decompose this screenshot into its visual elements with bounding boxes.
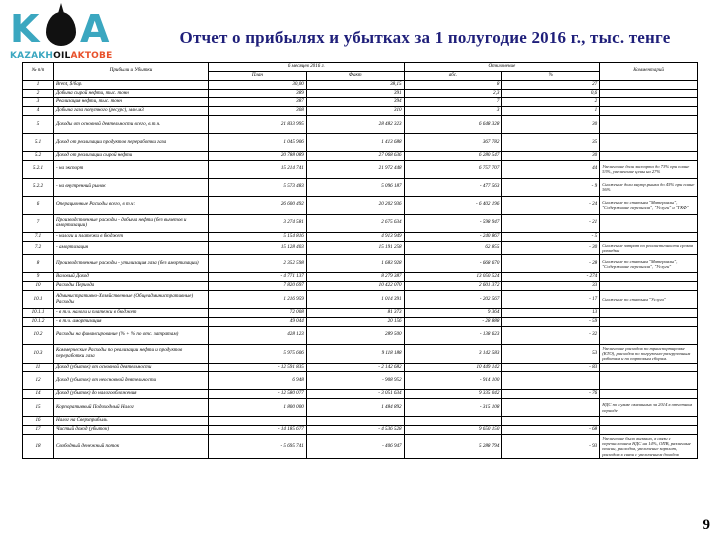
row-fact: 310 xyxy=(306,107,404,116)
row-fact: 2 675 634 xyxy=(306,214,404,232)
row-fact: 5 096 187 xyxy=(306,178,404,196)
row-number: 1 xyxy=(23,80,54,89)
header-no: № п/п xyxy=(23,63,54,81)
row-pct: - 76 xyxy=(502,390,600,399)
row-label: Добыча сырой нефти, тыс. тонн xyxy=(54,89,209,98)
row-number: 10.1 xyxy=(23,291,54,309)
row-comment xyxy=(600,273,698,282)
row-fact: - 3 051 634 xyxy=(306,390,404,399)
row-plan: 389 xyxy=(209,89,307,98)
row-abs: 5 288 794 xyxy=(404,434,502,458)
row-label: Производственные расходы - добыча нефти (без вычетов и амортизации) xyxy=(54,214,209,232)
row-abs: - 240 867 xyxy=(404,232,502,241)
row-fact: - 908 952 xyxy=(306,372,404,390)
row-plan: 1 800 000 xyxy=(209,399,307,417)
row-fact: 289 500 xyxy=(306,326,404,344)
row-number: 10.1.1 xyxy=(23,309,54,318)
row-label: Расходы на финансирование (% + % по отс. затратам) xyxy=(54,326,209,344)
row-number: 8 xyxy=(23,255,54,273)
row-pct: 1 xyxy=(502,107,600,116)
row-label: Реализация нефти, тыс. тонн xyxy=(54,98,209,107)
row-plan xyxy=(209,417,307,426)
row-plan: - 5 695 741 xyxy=(209,434,307,458)
row-plan: 5 975 606 xyxy=(209,344,307,363)
row-plan: - 4 771 137 xyxy=(209,273,307,282)
row-pct: - 28 xyxy=(502,255,600,273)
row-fact: 20 156 xyxy=(306,317,404,326)
row-pct: 2 xyxy=(502,98,600,107)
profit-loss-table xyxy=(22,62,698,459)
row-plan: 6 948 xyxy=(209,372,307,390)
row-abs: 2 601 372 xyxy=(404,282,502,291)
row-comment xyxy=(600,116,698,134)
row-number: 5.2.2 xyxy=(23,178,54,196)
row-pct xyxy=(502,417,600,426)
row-label: Свободный денежный поток xyxy=(54,434,209,458)
row-fact: - 406 947 xyxy=(306,434,404,458)
row-fact: 391 xyxy=(306,89,404,98)
header-abs: абс. xyxy=(404,71,502,80)
row-label: - на экспорт xyxy=(54,160,209,178)
table-row xyxy=(23,255,698,273)
row-abs: 2,3 xyxy=(404,89,502,98)
row-plan: 387 xyxy=(209,98,307,107)
row-pct: 44 xyxy=(502,160,600,178)
page-title: Отчет о прибылях и убытках за 1 полугодие 2016 г., тыс. тенге xyxy=(179,28,671,47)
row-pct: 53 xyxy=(502,344,600,363)
table-header-row-1 xyxy=(23,63,698,72)
row-label: Административно-Хозяйственные (Общеадминистративные) Расходы xyxy=(54,291,209,309)
table-row xyxy=(23,326,698,344)
row-plan: 72 008 xyxy=(209,309,307,318)
row-number: 4 xyxy=(23,107,54,116)
row-label: Чистый доход (убыток) xyxy=(54,426,209,435)
table-row xyxy=(23,344,698,363)
row-plan: 21 833 995 xyxy=(209,116,307,134)
row-pct: 27 xyxy=(502,80,600,89)
row-plan: 2 352 598 xyxy=(209,255,307,273)
row-abs: - 315 108 xyxy=(404,399,502,417)
row-plan: 5 154 816 xyxy=(209,232,307,241)
row-number: 10.2 xyxy=(23,326,54,344)
row-abs: 13 050 524 xyxy=(404,273,502,282)
row-pct xyxy=(502,399,600,417)
row-pct: 33 xyxy=(502,282,600,291)
table-row xyxy=(23,317,698,326)
row-abs: - 202 567 xyxy=(404,291,502,309)
row-comment xyxy=(600,282,698,291)
logo-sub-kazakh: KAZAKH xyxy=(10,51,54,61)
row-plan: 7 820 697 xyxy=(209,282,307,291)
row-abs: 8 xyxy=(404,80,502,89)
row-comment xyxy=(600,417,698,426)
company-logo xyxy=(10,7,132,62)
row-comment: Снижение затрат по реалистичности сроков разведки xyxy=(600,241,698,255)
row-number: 2 xyxy=(23,89,54,98)
row-plan: 15 214 741 xyxy=(209,160,307,178)
row-number: 14 xyxy=(23,390,54,399)
row-pct: - 68 xyxy=(502,426,600,435)
header-comment: Комментарий xyxy=(600,63,698,81)
row-number: 6 xyxy=(23,196,54,214)
header-fact: Факт xyxy=(306,71,404,80)
table-row xyxy=(23,291,698,309)
row-label: Добыча газа попутного (ресурс), млн.м3 xyxy=(54,107,209,116)
row-abs: - 138 623 xyxy=(404,326,502,344)
row-abs xyxy=(404,417,502,426)
logo-wordmark xyxy=(10,7,132,51)
row-number: 18 xyxy=(23,434,54,458)
row-label: Производственные расходы - утилизация газа (без амортизации) xyxy=(54,255,209,273)
row-fact: 394 xyxy=(306,98,404,107)
row-comment: Снижение по статьям "Материалы", "Содержание персонала", "Услуги" xyxy=(600,255,698,273)
row-plan: 1 216 959 xyxy=(209,291,307,309)
row-comment xyxy=(600,372,698,390)
row-comment: Увеличение доли экспорта до 73% при плане 53%, увеличение цены на 27% xyxy=(600,160,698,178)
row-pct: 13 xyxy=(502,309,600,318)
table-row xyxy=(23,426,698,435)
row-fact: 20 202 936 xyxy=(306,196,404,214)
row-fact: 28 482 323 xyxy=(306,116,404,134)
row-comment xyxy=(600,152,698,161)
row-abs: 62 855 xyxy=(404,241,502,255)
row-label: Валовый Доход xyxy=(54,273,209,282)
row-label: Доход от реализации продуктов переработки газа xyxy=(54,134,209,152)
row-comment: Снижение по статьям "Материалы", "Содержание персонала", "Услуги" и "ГКФ" xyxy=(600,196,698,214)
row-fact: 9 118 188 xyxy=(306,344,404,363)
table-row xyxy=(23,178,698,196)
row-abs: 3 xyxy=(404,107,502,116)
row-label: Доход от реализации сырой нефти xyxy=(54,152,209,161)
row-plan: - 12 591 835 xyxy=(209,363,307,372)
row-pct: - 17 xyxy=(502,291,600,309)
row-pct: 0,6 xyxy=(502,89,600,98)
row-pct: - 21 xyxy=(502,214,600,232)
row-plan: - 14 185 677 xyxy=(209,426,307,435)
row-comment xyxy=(600,80,698,89)
table-row xyxy=(23,390,698,399)
row-abs: - 477 563 xyxy=(404,178,502,196)
row-comment xyxy=(600,390,698,399)
row-number: 12 xyxy=(23,372,54,390)
row-pct: 35 xyxy=(502,134,600,152)
row-label: Расходы Периода xyxy=(54,282,209,291)
row-abs: 3 142 583 xyxy=(404,344,502,363)
page-number: 9 xyxy=(702,517,710,533)
row-comment xyxy=(600,426,698,435)
row-comment: Увеличение расходов по транспортировке (КТО), расходов по погрузочно-разгрузочным работам и по портовым сборам. xyxy=(600,344,698,363)
row-fact: - 4 536 528 xyxy=(306,426,404,435)
row-number: 10.3 xyxy=(23,344,54,363)
row-number: 17 xyxy=(23,426,54,435)
table-row xyxy=(23,399,698,417)
table-row xyxy=(23,372,698,390)
row-number: 5 xyxy=(23,116,54,134)
row-fact: 1 014 391 xyxy=(306,291,404,309)
row-fact: 21 972 448 xyxy=(306,160,404,178)
row-number: 9 xyxy=(23,273,54,282)
row-number: 7 xyxy=(23,214,54,232)
header-plan: План xyxy=(209,71,307,80)
row-plan: 3 274 581 xyxy=(209,214,307,232)
row-fact: 4 913 949 xyxy=(306,232,404,241)
row-label: Доход (убыток) до налогообложения xyxy=(54,390,209,399)
row-abs: 9 650 150 xyxy=(404,426,502,435)
row-pct: - 9 xyxy=(502,178,600,196)
row-comment xyxy=(600,214,698,232)
row-comment xyxy=(600,89,698,98)
row-plan: - 12 580 077 xyxy=(209,390,307,399)
header-pct: % xyxy=(502,71,600,80)
row-comment xyxy=(600,232,698,241)
row-plan: 5 573 483 xyxy=(209,178,307,196)
row-plan: 26 600 492 xyxy=(209,196,307,214)
row-abs: - 668 670 xyxy=(404,255,502,273)
row-fact: 8 279 387 xyxy=(306,273,404,282)
header-deviation: Отклонение xyxy=(404,63,600,72)
table-row xyxy=(23,152,698,161)
table-row xyxy=(23,232,698,241)
row-plan: 49 044 xyxy=(209,317,307,326)
row-number: 15 xyxy=(23,399,54,417)
row-pct: - 5 xyxy=(502,232,600,241)
table-row xyxy=(23,80,698,89)
row-abs: 10 449 142 xyxy=(404,363,502,372)
row-comment: НДС по сумме оказанных за 2014 в отчетном периоде xyxy=(600,399,698,417)
row-abs: 9 335 042 xyxy=(404,390,502,399)
table-row xyxy=(23,134,698,152)
row-label: Brent, $/бар. xyxy=(54,80,209,89)
row-label: - на внутренний рынок xyxy=(54,178,209,196)
row-comment xyxy=(600,309,698,318)
row-fact: 10 422 070 xyxy=(306,282,404,291)
row-number: 5.1 xyxy=(23,134,54,152)
row-abs: - 598 947 xyxy=(404,214,502,232)
row-abs: 7 xyxy=(404,98,502,107)
row-label: - налоги и платежи в бюджет xyxy=(54,232,209,241)
row-comment: Увеличение было вызвано, в связи с перечислением НДС на 14%, ОПВ, различные пенсии, расходов, увеличение зарплат, расходов в связи с увеличением доходов xyxy=(600,434,698,458)
table-row xyxy=(23,282,698,291)
row-number: 10.1.2 xyxy=(23,317,54,326)
table-row xyxy=(23,98,698,107)
row-number: 5.2 xyxy=(23,152,54,161)
row-fact: 1 683 928 xyxy=(306,255,404,273)
row-abs: - 914 100 xyxy=(404,372,502,390)
row-comment xyxy=(600,317,698,326)
table-row xyxy=(23,116,698,134)
row-comment xyxy=(600,363,698,372)
row-abs: 6 648 328 xyxy=(404,116,502,134)
row-pct: 30 xyxy=(502,116,600,134)
table-row xyxy=(23,417,698,426)
row-comment xyxy=(600,107,698,116)
row-abs: 6 280 547 xyxy=(404,152,502,161)
row-comment: Снижение доли внутр.рынка до 45% при плане 56% xyxy=(600,178,698,196)
row-pct xyxy=(502,372,600,390)
row-plan: 1 045 906 xyxy=(209,134,307,152)
row-plan: 15 128 403 xyxy=(209,241,307,255)
row-comment xyxy=(600,326,698,344)
row-pct: - 93 xyxy=(502,434,600,458)
row-label: Доходы от основной деятельности всего, в.т.ч. xyxy=(54,116,209,134)
row-number: 5.2.1 xyxy=(23,160,54,178)
row-label: Налог на Сверхприбыль xyxy=(54,417,209,426)
header-period: 6 месяцев 2016 г. xyxy=(209,63,405,72)
row-fact: 38,15 xyxy=(306,80,404,89)
row-fact: 81 373 xyxy=(306,309,404,318)
row-fact xyxy=(306,417,404,426)
table-body xyxy=(23,80,698,458)
logo-sub-aktobe: AKTOBE xyxy=(70,51,113,61)
table-head xyxy=(23,63,698,81)
row-label: - в т.ч. амортизация xyxy=(54,317,209,326)
row-pct: - 274 xyxy=(502,273,600,282)
row-fact: 1 484 892 xyxy=(306,399,404,417)
row-label: Доход (убыток) от основной деятельности xyxy=(54,363,209,372)
row-comment xyxy=(600,134,698,152)
table-row xyxy=(23,434,698,458)
logo-letter-a: A xyxy=(80,7,109,51)
row-label: Коммерческие Расходы по реализации нефти и продуктов переработки газа xyxy=(54,344,209,363)
table-row xyxy=(23,89,698,98)
header-name: Прибыли и Убытки xyxy=(54,63,209,81)
row-pct: 30 xyxy=(502,152,600,161)
row-number: 16 xyxy=(23,417,54,426)
table-row xyxy=(23,196,698,214)
row-comment: Снижение по статьям "Услуги" xyxy=(600,291,698,309)
table-row xyxy=(23,273,698,282)
table-row xyxy=(23,241,698,255)
logo-subtitle xyxy=(10,51,132,62)
oil-drop-icon xyxy=(46,12,76,46)
row-label: - в т.ч. налоги и платежи в бюджет xyxy=(54,309,209,318)
row-pct: - 32 xyxy=(502,326,600,344)
row-number: 10 xyxy=(23,282,54,291)
row-pct: - 59 xyxy=(502,317,600,326)
table-row xyxy=(23,107,698,116)
table-row xyxy=(23,309,698,318)
row-abs: - 28 888 xyxy=(404,317,502,326)
row-label: Операционные Расходы всего, в т.ч: xyxy=(54,196,209,214)
logo-sub-oil: OIL xyxy=(53,51,71,61)
row-abs: 9 364 xyxy=(404,309,502,318)
row-pct: - 24 xyxy=(502,196,600,214)
table-row xyxy=(23,160,698,178)
row-number: 3 xyxy=(23,98,54,107)
row-fact: 1 413 688 xyxy=(306,134,404,152)
row-abs: 6 757 707 xyxy=(404,160,502,178)
logo-letter-k: K xyxy=(10,7,39,51)
row-abs: 367 782 xyxy=(404,134,502,152)
row-number: 11 xyxy=(23,363,54,372)
row-plan: 308 xyxy=(209,107,307,116)
table-row xyxy=(23,214,698,232)
row-number: 7.1 xyxy=(23,232,54,241)
row-comment xyxy=(600,98,698,107)
row-pct: - 83 xyxy=(502,363,600,372)
row-number: 7.2 xyxy=(23,241,54,255)
row-plan: 428 123 xyxy=(209,326,307,344)
table-row xyxy=(23,363,698,372)
row-plan: 20 788 089 xyxy=(209,152,307,161)
row-label: - амортизация xyxy=(54,241,209,255)
row-plan: 30,00 xyxy=(209,80,307,89)
row-fact: - 2 142 682 xyxy=(306,363,404,372)
row-label: Доход (убыток) от неосновной деятельности xyxy=(54,372,209,390)
row-label: Корпоративный Подоходный Налог xyxy=(54,399,209,417)
row-pct: - 30 xyxy=(502,241,600,255)
row-abs: - 6 402 196 xyxy=(404,196,502,214)
row-fact: 15 191 258 xyxy=(306,241,404,255)
row-fact: 27 068 636 xyxy=(306,152,404,161)
